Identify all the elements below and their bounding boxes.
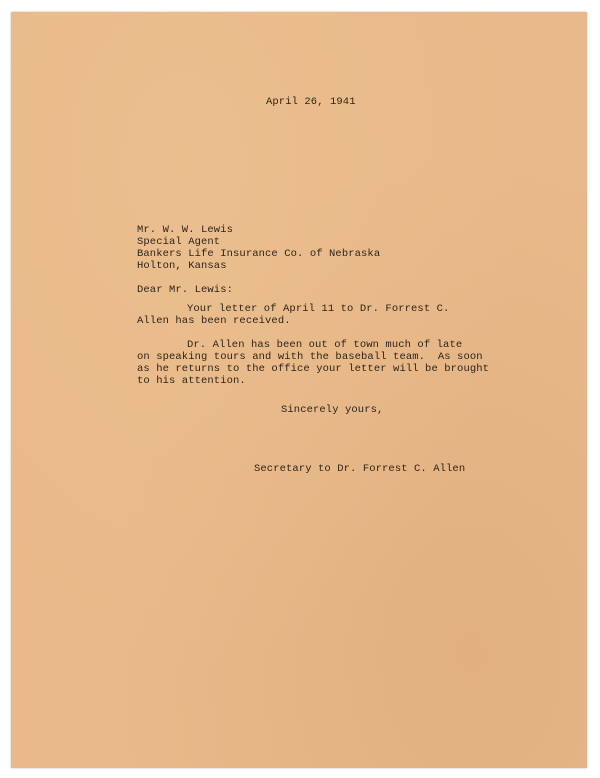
recipient-name: Mr. W. W. Lewis — [137, 224, 234, 236]
paragraph-2-line-2: on speaking tours and with the baseball team. As soon — [137, 351, 483, 363]
paragraph-2-line-4: to his attention. — [137, 375, 246, 387]
closing: Sincerely yours, — [281, 404, 384, 416]
recipient-city: Holton, Kansas — [137, 260, 227, 272]
letter-date: April 26, 1941 — [266, 96, 356, 108]
signature-line: Secretary to Dr. Forrest C. Allen — [254, 463, 466, 475]
paragraph-1-line-2: Allen has been received. — [137, 315, 291, 327]
recipient-company: Bankers Life Insurance Co. of Nebraska — [137, 248, 381, 260]
letter-page — [11, 12, 587, 768]
salutation: Dear Mr. Lewis: — [137, 284, 234, 296]
recipient-title: Special Agent — [137, 236, 221, 248]
paragraph-1-line-1: Your letter of April 11 to Dr. Forrest C. — [187, 303, 450, 315]
paragraph-2-line-1: Dr. Allen has been out of town much of late — [187, 339, 463, 351]
paragraph-2-line-3: as he returns to the office your letter will be brought — [137, 363, 490, 375]
